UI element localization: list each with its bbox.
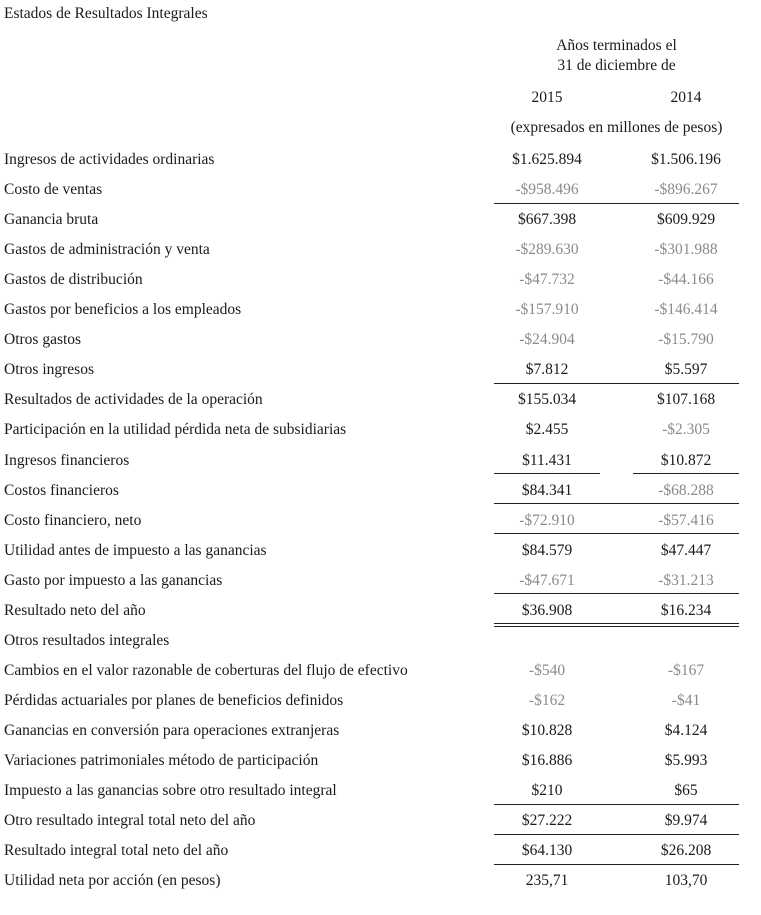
- row-label: Gastos de distribución: [4, 271, 143, 289]
- value-2014: -$57.416: [658, 511, 714, 529]
- value-2015: $11.431: [522, 451, 572, 469]
- value-2015: $84.341: [521, 481, 573, 499]
- table-row: [0, 537, 761, 567]
- table-row: [0, 206, 761, 236]
- row-label: Otros gastos: [4, 331, 82, 349]
- total-rule: [494, 834, 739, 835]
- row-label: Ingresos financieros: [4, 451, 130, 469]
- row-label: Ganancia bruta: [4, 211, 99, 229]
- row-label: Otros ingresos: [4, 361, 94, 379]
- value-2014: -$146.414: [654, 301, 718, 319]
- total-rule: [494, 503, 739, 504]
- value-2014: $26.208: [660, 842, 712, 860]
- value-2014: $4.124: [664, 721, 708, 739]
- row-label: Otros resultados integrales: [4, 631, 170, 649]
- total-rule: [494, 473, 600, 474]
- value-2015: $36.908: [521, 601, 573, 619]
- period-header-line1: Años terminados el: [556, 37, 677, 54]
- value-2015: -$47.671: [519, 571, 575, 589]
- value-2014: -$896.267: [654, 181, 718, 199]
- total-rule: [494, 804, 739, 805]
- row-label: Costo de ventas: [4, 181, 103, 199]
- row-label: Variaciones patrimoniales método de participación: [4, 752, 319, 769]
- double-rule-top: [494, 623, 739, 624]
- total-rule: [494, 533, 739, 534]
- value-2014: -$68.288: [658, 481, 714, 499]
- row-label: Utilidad antes de impuesto a las ganancias: [4, 541, 267, 559]
- table-row: [0, 356, 761, 386]
- row-label: Impuesto a las ganancias sobre otro resultado integral: [4, 782, 337, 800]
- value-2014: -$41: [671, 691, 701, 709]
- value-2015: $84.579: [521, 541, 573, 559]
- value-2015: -$24.904: [519, 331, 575, 349]
- row-label: Ingresos de actividades ordinarias: [4, 151, 215, 168]
- total-rule: [494, 864, 739, 865]
- value-2015: $667.398: [517, 211, 577, 229]
- total-rule: [494, 383, 739, 384]
- row-label: Costo financiero, neto: [4, 511, 142, 529]
- period-header-line2: 31 de diciembre de: [557, 57, 676, 74]
- row-label: Cambios en el valor razonable de coberturas del flujo de efectivo: [4, 661, 408, 679]
- value-2015: -$958.496: [515, 181, 579, 199]
- value-2015: -$72.910: [519, 511, 575, 529]
- value-2014: $5.993: [664, 752, 708, 769]
- row-label: Participación en la utilidad pérdida neta de subsidiarias: [4, 421, 347, 439]
- value-2014: $47.447: [660, 541, 712, 559]
- table-row: [0, 386, 761, 416]
- row-label: Pérdidas actuariales por planes de beneficios definidos: [4, 691, 344, 709]
- row-label: Costos financieros: [4, 481, 119, 499]
- value-2014: $609.929: [656, 211, 716, 229]
- value-2015: -$47.732: [519, 271, 575, 289]
- table-row: [0, 447, 761, 477]
- value-2014: -$31.213: [658, 571, 714, 589]
- table-row: [0, 236, 761, 266]
- table-row: [0, 296, 761, 326]
- table-row: [0, 867, 761, 897]
- value-2015: $10.828: [521, 721, 573, 739]
- value-2014: $107.168: [656, 391, 716, 409]
- total-rule: [494, 593, 739, 594]
- table-row: [0, 807, 761, 837]
- value-2015: $1.625.894: [512, 151, 582, 168]
- value-2015: $2.455: [525, 421, 569, 439]
- row-label: Gasto por impuesto a las ganancias: [4, 571, 223, 589]
- table-row: [0, 717, 761, 747]
- value-2014: $16.234: [660, 601, 712, 619]
- units-note: (expresados en millones de pesos): [510, 119, 723, 136]
- value-2015: -$162: [528, 691, 566, 709]
- table-row: [0, 416, 761, 446]
- row-label: Resultado neto del año: [4, 601, 146, 619]
- row-label: Resultado integral total neto del año: [4, 842, 229, 860]
- row-label: Ganancias en conversión para operaciones extranjeras: [4, 721, 340, 739]
- value-2014: -$2.305: [662, 421, 710, 439]
- value-2015: $27.222: [521, 812, 573, 830]
- value-2014: $65: [674, 782, 698, 800]
- table-row: [0, 687, 761, 717]
- table-row: [0, 747, 761, 777]
- value-2015: -$289.630: [515, 241, 579, 259]
- value-2015: $64.130: [521, 842, 573, 860]
- double-rule-bottom: [494, 626, 739, 627]
- table-row: [0, 777, 761, 807]
- value-2014: 103,70: [664, 872, 708, 890]
- year-header-2015: 2015: [531, 89, 563, 106]
- value-2015: $7.812: [525, 361, 569, 379]
- value-2014: $5.597: [664, 361, 708, 379]
- row-label: Utilidad neta por acción (en pesos): [4, 872, 221, 890]
- year-header-2014: 2014: [670, 89, 702, 106]
- value-2014: $10.872: [660, 451, 712, 469]
- value-2015: $210: [531, 782, 563, 800]
- statement-title: Estados de Resultados Integrales: [4, 5, 208, 22]
- value-2014: -$15.790: [658, 331, 714, 349]
- value-2014: -$44.166: [658, 271, 714, 289]
- row-label: Gastos de administración y venta: [4, 241, 210, 259]
- table-row: [0, 146, 761, 176]
- table-row: [0, 266, 761, 296]
- table-row: [0, 837, 761, 867]
- value-2015: $155.034: [517, 391, 577, 409]
- value-2014: -$167: [667, 661, 705, 679]
- value-2014: $1.506.196: [651, 151, 721, 168]
- table-row: [0, 657, 761, 687]
- row-label: Gastos por beneficios a los empleados: [4, 301, 242, 319]
- table-row: [0, 326, 761, 356]
- value-2015: $16.886: [521, 752, 573, 769]
- table-row: [0, 627, 761, 657]
- total-rule: [494, 203, 739, 204]
- row-label: Resultados de actividades de la operación: [4, 391, 263, 409]
- value-2014: $9.974: [664, 812, 708, 830]
- table-row: [0, 176, 761, 206]
- value-2015: -$540: [528, 661, 566, 679]
- value-2015: -$157.910: [515, 301, 579, 319]
- total-rule: [633, 473, 739, 474]
- row-label: Otro resultado integral total neto del año: [4, 812, 256, 830]
- value-2014: -$301.988: [654, 241, 718, 259]
- value-2015: 235,71: [525, 872, 569, 890]
